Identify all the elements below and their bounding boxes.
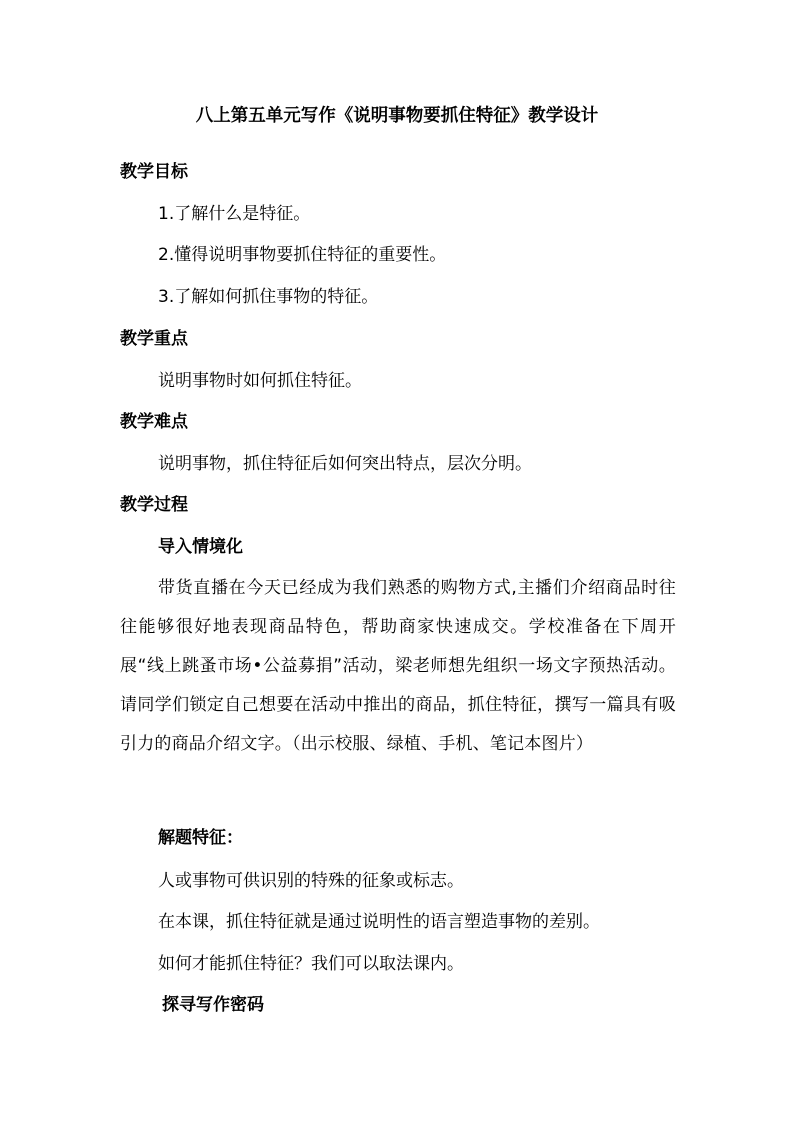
feature-line-1: 人或事物可供识别的特殊的征象或标志。 [158, 871, 464, 891]
feature-heading: 解题特征： [158, 828, 243, 848]
goals-heading: 教学目标 [120, 162, 188, 182]
explore-heading: 探寻写作密码 [162, 995, 264, 1015]
difficulty-text: 说明事物，抓住特征后如何突出特点，层次分明。 [158, 454, 532, 474]
key-point-text: 说明事物时如何抓住特征。 [158, 371, 362, 391]
process-heading: 教学过程 [120, 495, 188, 515]
feature-line-2: 在本课，抓住特征就是通过说明性的语言塑造事物的差别。 [158, 912, 600, 932]
goal-item-1: 1.了解什么是特征。 [158, 204, 311, 224]
intro-heading: 导入情境化 [158, 537, 243, 557]
intro-paragraph: 带货直播在今天已经成为我们熟悉的购物方式,主播们介绍商品时往往能够很好地表现商品特色，帮助商家快速成交。学校准备在下周开展“线上跳蚤市场•公益募捐”活动，梁老师想先组织一场文字预热活动。请同学们锁定自己想要在活动中推出的商品，抓住特征，撰写一篇具有吸引力的商品介绍文字。（出示校服、绿植、手机、笔记本图片） [120, 578, 676, 754]
feature-line-3: 如何才能抓住特征？我们可以取法课内。 [158, 954, 464, 974]
key-point-heading: 教学重点 [120, 329, 188, 349]
goal-item-2: 2.懂得说明事物要抓住特征的重要性。 [158, 245, 447, 265]
document-title: 八上第五单元写作《说明事物要抓住特征》教学设计 [195, 106, 599, 126]
goal-item-3: 3.了解如何抓住事物的特征。 [158, 287, 379, 307]
difficulty-heading: 教学难点 [120, 412, 188, 432]
